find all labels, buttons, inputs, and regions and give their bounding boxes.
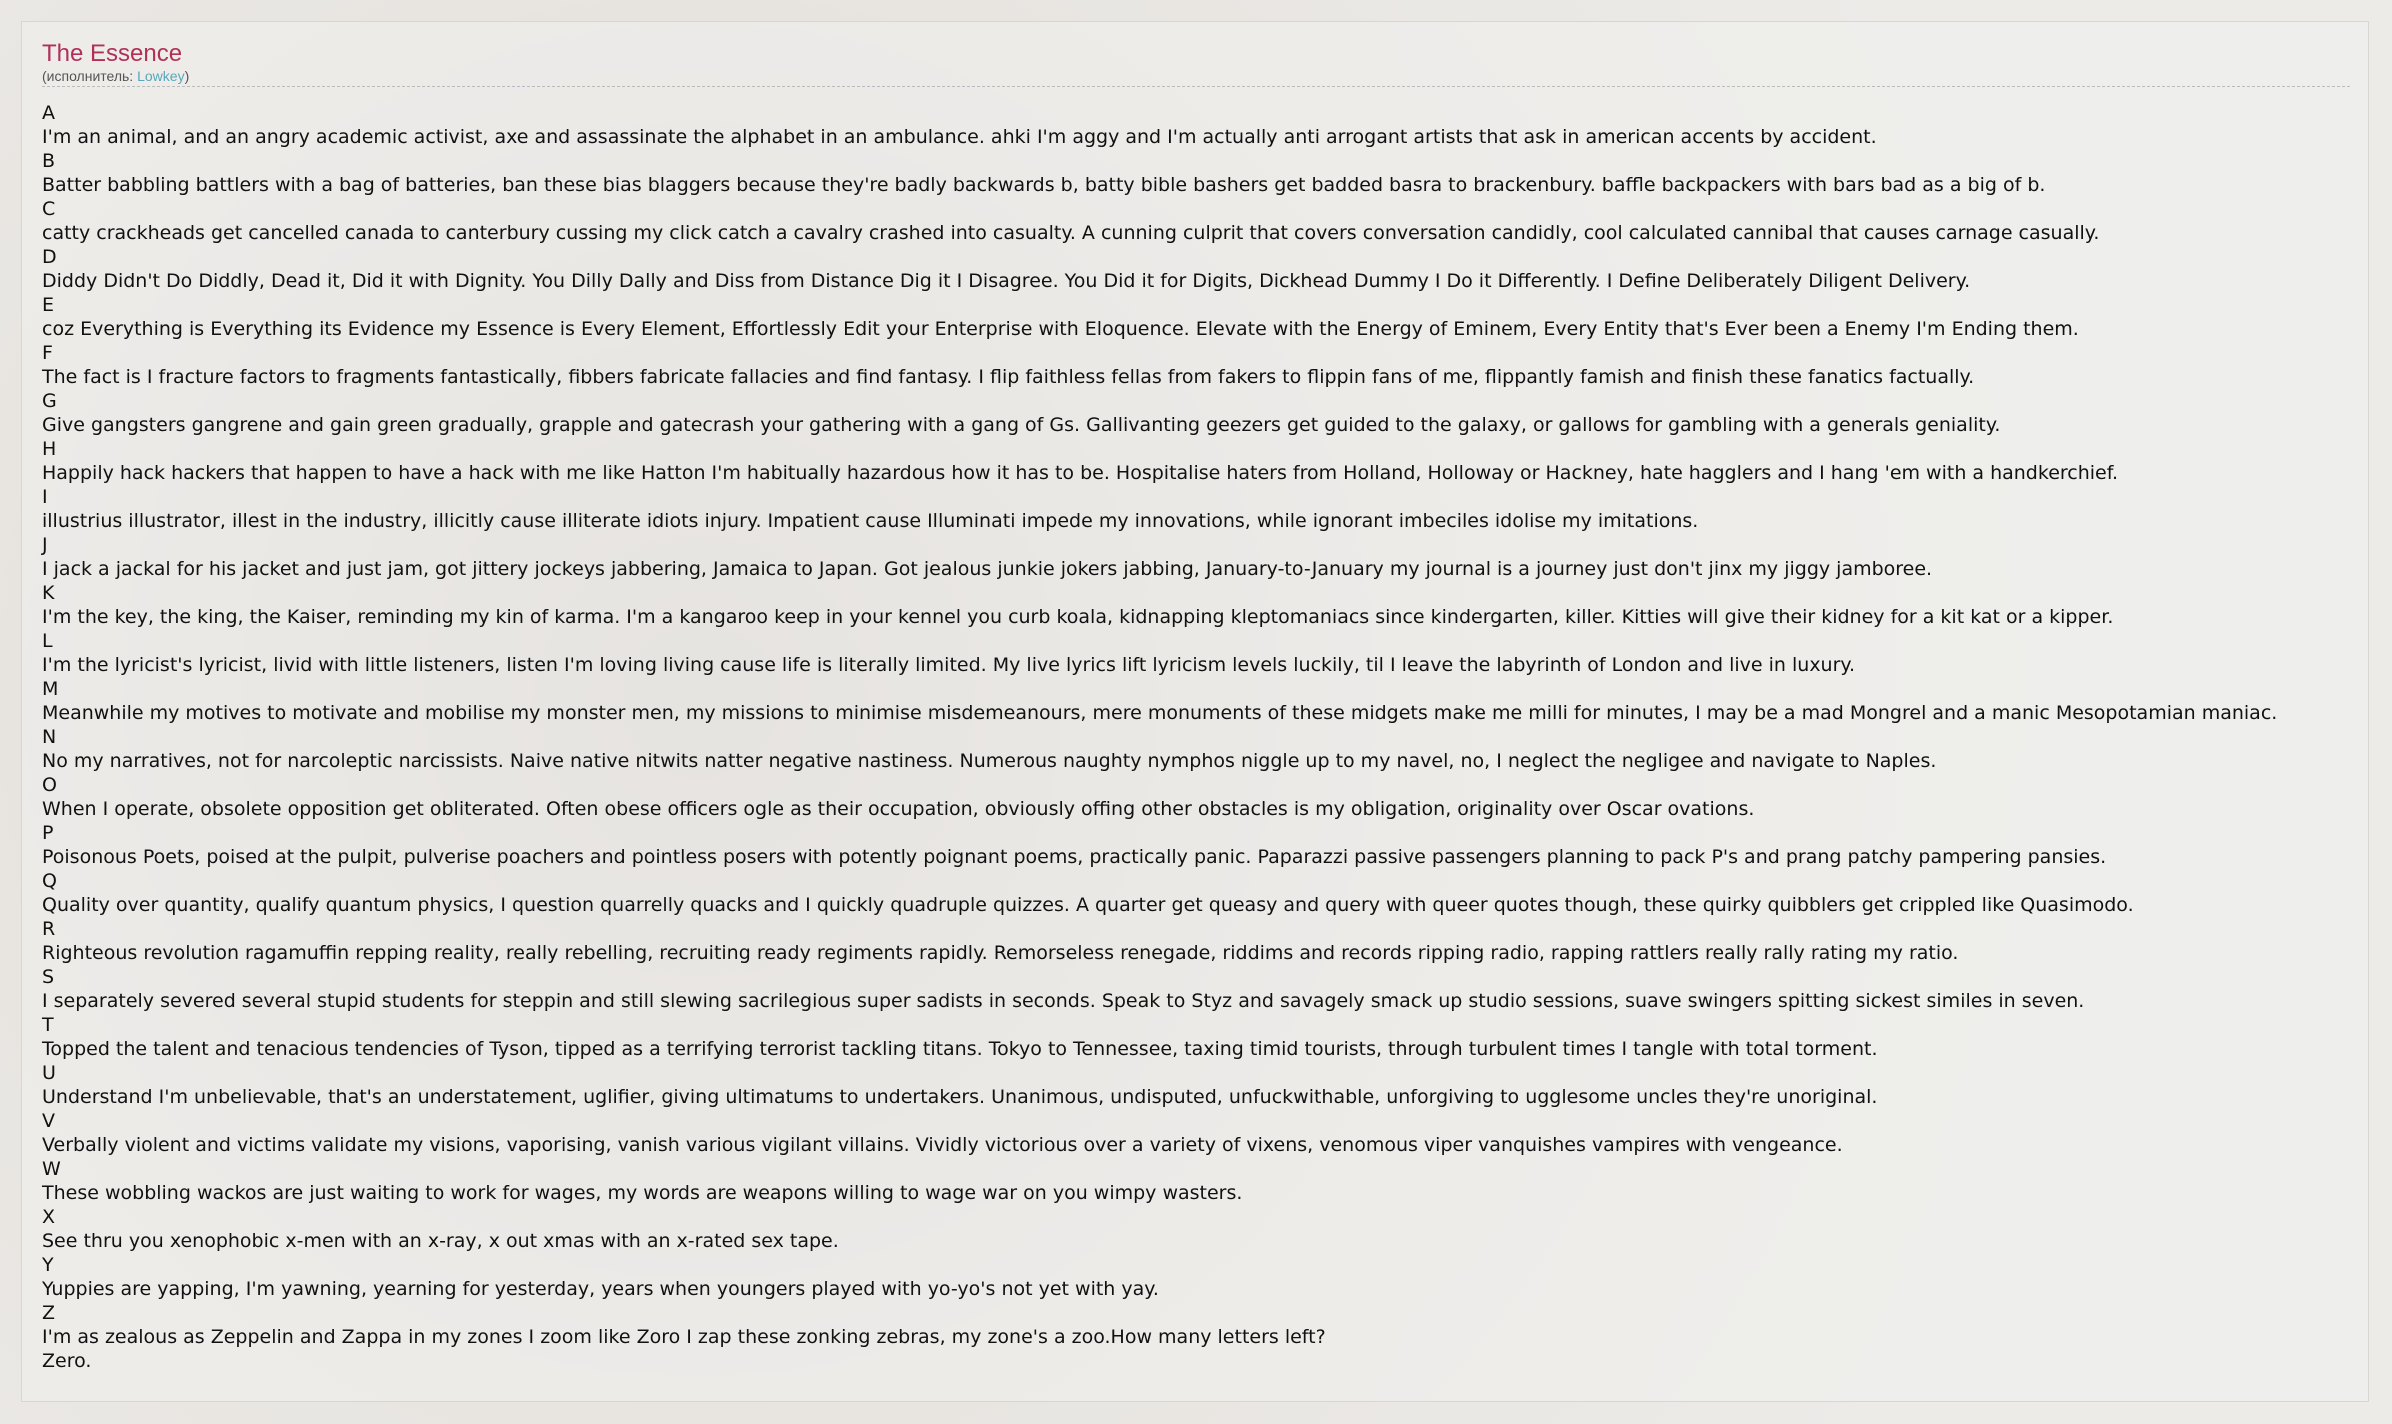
performer-line (42, 68, 2350, 85)
lyric-line: When I operate, obsolete opposition get obliterated. Often obese officers ogle as their occupation, obviously offing other obstacles is my obligation, originality over Oscar ovations. (42, 798, 1755, 820)
lyric-line: I'm an animal, and an angry academic activist, axe and assassinate the alphabet in an ambulance. ahki I'm aggy and I'm actually anti arrogant artists that ask in american accents by accident. (42, 126, 1877, 148)
lyric-line: C (42, 198, 56, 220)
song-header (42, 40, 2350, 87)
lyric-line: Z (42, 1302, 56, 1324)
performer-prefix: (исполнитель: (42, 68, 138, 84)
lyric-line: E (42, 294, 55, 316)
lyric-line: O (42, 774, 57, 796)
lyric-line: No my narratives, not for narcoleptic narcissists. Naive native nitwits natter negative nastiness. Numerous naughty nymphos niggle up to my navel, no, I neglect the negligee and navigate to Naples. (42, 750, 1937, 772)
lyric-line: S (42, 966, 55, 988)
lyric-line: W (42, 1158, 61, 1180)
lyric-line: Happily hack hackers that happen to have a hack with me like Hatton I'm habitually hazardous how it has to be. Hospitalise haters from Holland, Holloway or Hackney, hate hagglers and I hang 'em with a handkerchief. (42, 462, 2119, 484)
song-title: The Essence (42, 40, 183, 67)
lyric-line: A (42, 102, 55, 124)
lyric-line: J (42, 534, 48, 556)
lyric-line: I (42, 486, 48, 508)
lyric-line: illustrius illustrator, illest in the industry, illicitly cause illiterate idiots injury. Impatient cause Illuminati impede my innovations, while ignorant imbeciles idolise my imitations. (42, 510, 1699, 532)
lyric-line: K (42, 582, 55, 604)
lyric-line: Yuppies are yapping, I'm yawning, yearning for yesterday, years when youngers played with yo-yo's not yet with yay. (42, 1278, 1159, 1300)
lyric-line: Topped the talent and tenacious tendencies of Tyson, tipped as a terrifying terrorist tackling titans. Tokyo to Tennessee, taxing timid tourists, through turbulent times I tangle with total torment. (42, 1038, 1878, 1060)
lyric-line: H (42, 438, 57, 460)
lyric-line: Verbally violent and victims validate my visions, vaporising, vanish various vigilant villains. Vividly victorious over a variety of vixens, venomous viper vanquishes vampires with vengeance. (42, 1134, 1843, 1156)
lyric-line: I'm the lyricist's lyricist, livid with little listeners, listen I'm loving living cause life is literally limited. My live lyrics lift lyricism levels luckily, til I leave the labyrinth of London and live in luxury. (42, 654, 1855, 676)
lyrics-body (42, 101, 2369, 1373)
lyric-line: catty crackheads get cancelled canada to canterbury cussing my click catch a cavalry crashed into casualty. A cunning culprit that covers conversation candidly, cool calculated cannibal that causes carnage casually. (42, 222, 2100, 244)
lyrics-panel (21, 21, 2369, 1402)
lyric-line: I'm the key, the king, the Kaiser, reminding my kin of karma. I'm a kangaroo keep in your kennel you curb koala, kidnapping kleptomaniacs since kindergarten, killer. Kitties will give their kidney for a kit kat or a kipper. (42, 606, 2114, 628)
lyric-line: Righteous revolution ragamuffin repping reality, really rebelling, recruiting ready regiments rapidly. Remorseless renegade, riddims and records ripping radio, rapping rattlers really rally rating my ratio. (42, 942, 1959, 964)
lyric-line: X (42, 1206, 56, 1228)
lyric-line: Meanwhile my motives to motivate and mobilise my monster men, my missions to minimise misdemeanours, mere monuments of these midgets make me milli for minutes, I may be a mad Mongrel and a manic Mesopotamian maniac. (42, 702, 2278, 724)
lyric-line: F (42, 342, 53, 364)
lyric-line: I'm as zealous as Zeppelin and Zappa in my zones I zoom like Zoro I zap these zonking zebras, my zone's a zoo.How many letters left? (42, 1326, 1326, 1348)
lyric-line: N (42, 726, 57, 748)
lyric-line: Batter babbling battlers with a bag of batteries, ban these bias blaggers because they're badly backwards b, batty bible bashers get badded basra to brackenbury. baffle backpackers with bars bad as a big of b. (42, 174, 2046, 196)
lyric-line: See thru you xenophobic x-men with an x-ray, x out xmas with an x-rated sex tape. (42, 1230, 839, 1252)
lyric-line: G (42, 390, 57, 412)
lyric-line: T (42, 1014, 54, 1036)
lyric-line: P (42, 822, 54, 844)
lyric-line: Q (42, 870, 57, 892)
lyric-line: These wobbling wackos are just waiting to work for wages, my words are weapons willing to wage war on you wimpy wasters. (42, 1182, 1243, 1204)
lyric-line: R (42, 918, 56, 940)
lyric-line: B (42, 150, 56, 172)
lyric-line: M (42, 678, 59, 700)
lyric-line: Give gangsters gangrene and gain green gradually, grapple and gatecrash your gathering with a gang of Gs. Gallivanting geezers get guided to the galaxy, or gallows for gambling with a generals geniality. (42, 414, 2001, 436)
lyric-line: Understand I'm unbelievable, that's an understatement, uglifier, giving ultimatums to undertakers. Unanimous, undisputed, unfuckwithable, unforgiving to ugglesome uncles they're unoriginal. (42, 1086, 1878, 1108)
lyric-line: V (42, 1110, 55, 1132)
lyric-line: Quality over quantity, qualify quantum physics, I question quarrelly quacks and I quickly quadruple quizzes. A quarter get queasy and query with queer quotes though, these quirky quibblers get crippled like Quasimodo. (42, 894, 2134, 916)
lyric-line: U (42, 1062, 56, 1084)
performer-suffix: ) (184, 68, 190, 84)
lyric-line: L (42, 630, 53, 652)
lyric-line: Poisonous Poets, poised at the pulpit, pulverise poachers and pointless posers with potently poignant poems, practically panic. Paparazzi passive passengers planning to pack P's and prang patchy pampering pansies. (42, 846, 2107, 868)
lyric-line: Diddy Didn't Do Diddly, Dead it, Did it with Dignity. You Dilly Dally and Diss from Distance Dig it I Disagree. You Did it for Digits, Dickhead Dummy I Do it Differently. I Define Deliberately Diligent Delivery. (42, 270, 1971, 292)
lyric-line: I separately severed several stupid students for steppin and still slewing sacrilegious super sadists in seconds. Speak to Styz and savagely smack up studio sessions, suave swingers spitting sickest similes in seven. (42, 990, 2085, 1012)
lyric-line: coz Everything is Everything its Evidence my Essence is Every Element, Effortlessly Edit your Enterprise with Eloquence. Elevate with the Energy of Eminem, Every Entity that's Ever been a Enemy I'm Ending them. (42, 318, 2079, 340)
lyric-line: D (42, 246, 57, 268)
lyric-line: Y (42, 1254, 54, 1276)
lyric-line: I jack a jackal for his jacket and just jam, got jittery jockeys jabbering, Jamaica to Japan. Got jealous junkie jokers jabbing, January-to-January my journal is a journey just don't jinx my jiggy jamboree. (42, 558, 1933, 580)
artist-link[interactable]: Lowkey (137, 68, 185, 84)
lyric-line: Zero. (42, 1350, 92, 1372)
lyric-line: The fact is I fracture factors to fragments fantastically, fibbers fabricate fallacies and find fantasy. I flip faithless fellas from fakers to flippin fans of me, flippantly famish and finish these fanatics factually. (42, 366, 1975, 388)
